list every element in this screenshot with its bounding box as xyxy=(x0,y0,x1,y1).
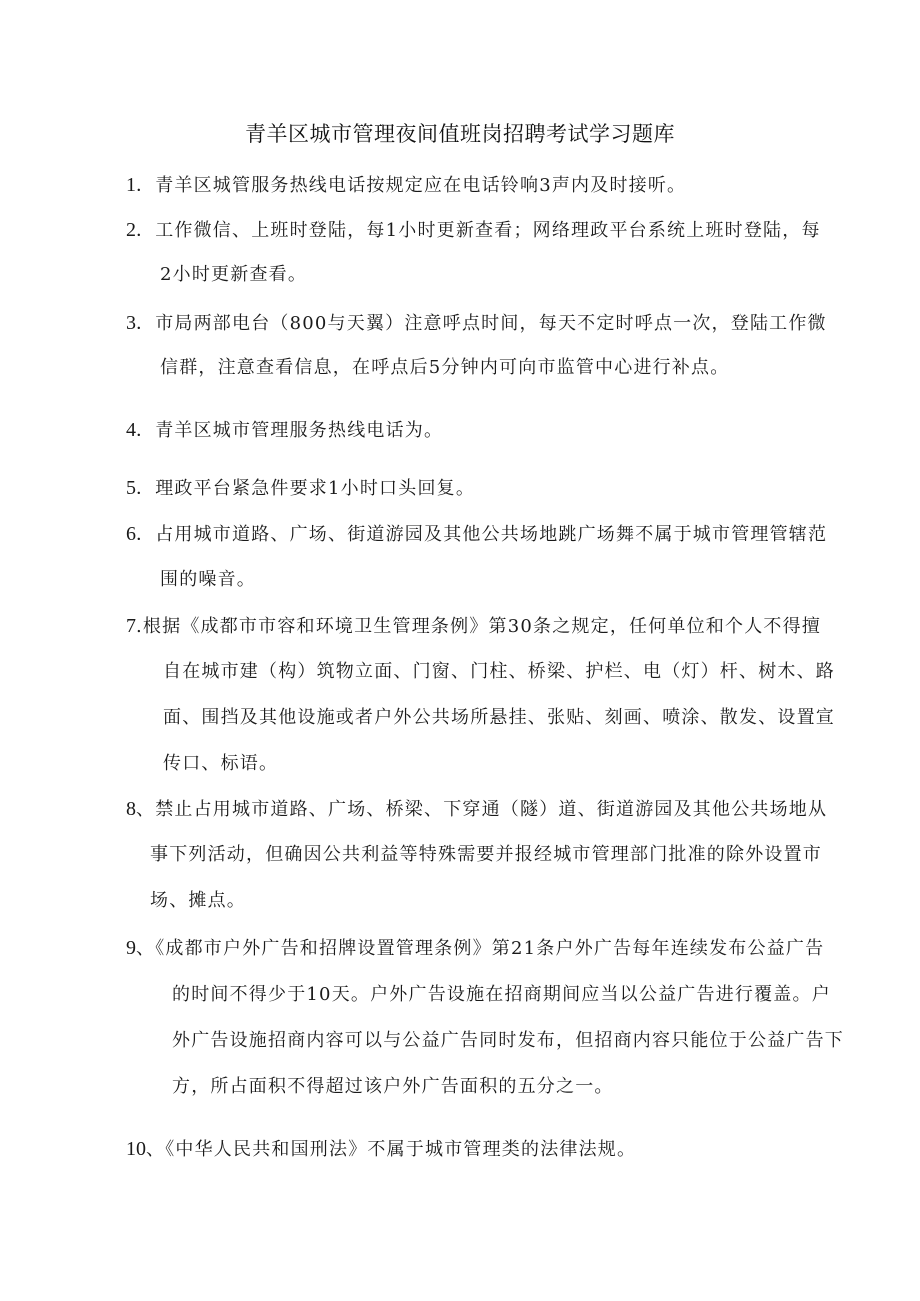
list-item-3-line-1 xyxy=(126,311,827,336)
item-text: 《成都市户外广告和招牌设置管理条例》第21条户外广告每年连续发布公益广告 xyxy=(155,938,825,959)
item-number: 6 xyxy=(126,523,136,545)
list-item-8-line-1 xyxy=(126,797,827,822)
item-marker: . xyxy=(136,616,143,637)
item-number: 10 xyxy=(126,1138,146,1160)
item-marker: ． xyxy=(136,175,156,196)
item-text: 青羊区城市管理服务热线电话为。 xyxy=(155,420,444,441)
list-item-2-line-2: 2小时更新查看。 xyxy=(160,264,308,285)
list-item-4-line-1 xyxy=(126,418,443,443)
list-item-10-line-1 xyxy=(126,1137,636,1162)
list-item-8-line-2: 事下列活动，但确因公共利益等特殊需要并报经城市管理部门批准的除外设置市 xyxy=(150,844,822,865)
item-marker: ． xyxy=(136,420,156,441)
list-item-7-line-2: 自在城市建（构）筑物立面、门窗、门柱、桥梁、护栏、电（灯）杆、树木、路 xyxy=(163,661,835,682)
list-item-7-line-1 xyxy=(126,614,821,639)
item-number: 8 xyxy=(126,798,136,820)
list-item-9-line-3: 外广告设施招商内容可以与公益广告同时发布，但招商内容只能位于公益广告下 xyxy=(172,1030,844,1051)
item-marker: 、 xyxy=(146,1139,166,1160)
list-item-3-line-2: 信群，注意查看信息，在呼点后5分钟内可向市监管中心进行补点。 xyxy=(160,357,730,378)
list-item-6-line-1 xyxy=(126,522,827,547)
item-marker: 、 xyxy=(136,938,156,959)
list-item-7-line-3: 面、围挡及其他设施或者户外公共场所悬挂、张贴、刻画、喷涂、散发、设置宣 xyxy=(163,707,835,728)
item-number: 3 xyxy=(126,312,136,334)
item-number: 4 xyxy=(126,419,136,441)
list-item-9-line-2: 的时间不得少于10天。户外广告设施在招商期间应当以公益广告进行覆盖。户 xyxy=(172,984,831,1005)
item-text: 工作微信、上班时登陆，每1小时更新查看；网络理政平台系统上班时登陆，每 xyxy=(155,220,821,241)
list-item-9-line-4: 方，所占面积不得超过该户外广告面积的五分之一。 xyxy=(172,1076,614,1097)
item-text: 市局两部电台（800与天翼）注意呼点时间，每天不定时呼点一次，登陆工作微 xyxy=(155,313,827,334)
item-text: 《中华人民共和国刑法》不属于城市管理类的法律法规。 xyxy=(165,1139,637,1160)
item-marker: ． xyxy=(136,524,156,545)
item-number: 1 xyxy=(126,174,136,196)
item-number: 5 xyxy=(126,477,136,499)
item-marker: ． xyxy=(136,478,156,499)
item-text: 青羊区城管服务热线电话按规定应在电话铃响3声内及时接听。 xyxy=(155,175,687,196)
item-marker: ． xyxy=(136,313,156,334)
list-item-6-line-2: 围的噪音。 xyxy=(160,569,256,590)
item-marker: ． xyxy=(136,220,156,241)
list-item-8-line-3: 场、摊点。 xyxy=(150,890,246,911)
item-text: 占用城市道路、广场、街道游园及其他公共场地跳广场舞不属于城市管理管辖范 xyxy=(155,524,828,545)
item-marker: 、 xyxy=(136,799,156,820)
list-item-5-line-1 xyxy=(126,476,475,501)
item-text: 根据《成都市市容和环境卫生管理条例》第30条之规定，任何单位和个人不得擅 xyxy=(142,616,822,637)
item-text: 禁止占用城市道路、广场、桥梁、下穿通（隧）道、街道游园及其他公共场地从 xyxy=(155,799,828,820)
list-item-1-line-1 xyxy=(126,173,686,198)
item-number: 9 xyxy=(126,937,136,959)
item-number: 7 xyxy=(126,615,136,637)
list-item-9-line-1 xyxy=(126,936,824,961)
list-item-2-line-1 xyxy=(126,218,821,243)
document-title: 青羊区城市管理夜间值班岗招聘考试学习题库 xyxy=(245,122,675,146)
list-item-7-line-4: 传口、标语。 xyxy=(163,753,279,774)
item-number: 2 xyxy=(126,219,136,241)
item-text: 理政平台紧急件要求1小时口头回复。 xyxy=(155,478,476,499)
